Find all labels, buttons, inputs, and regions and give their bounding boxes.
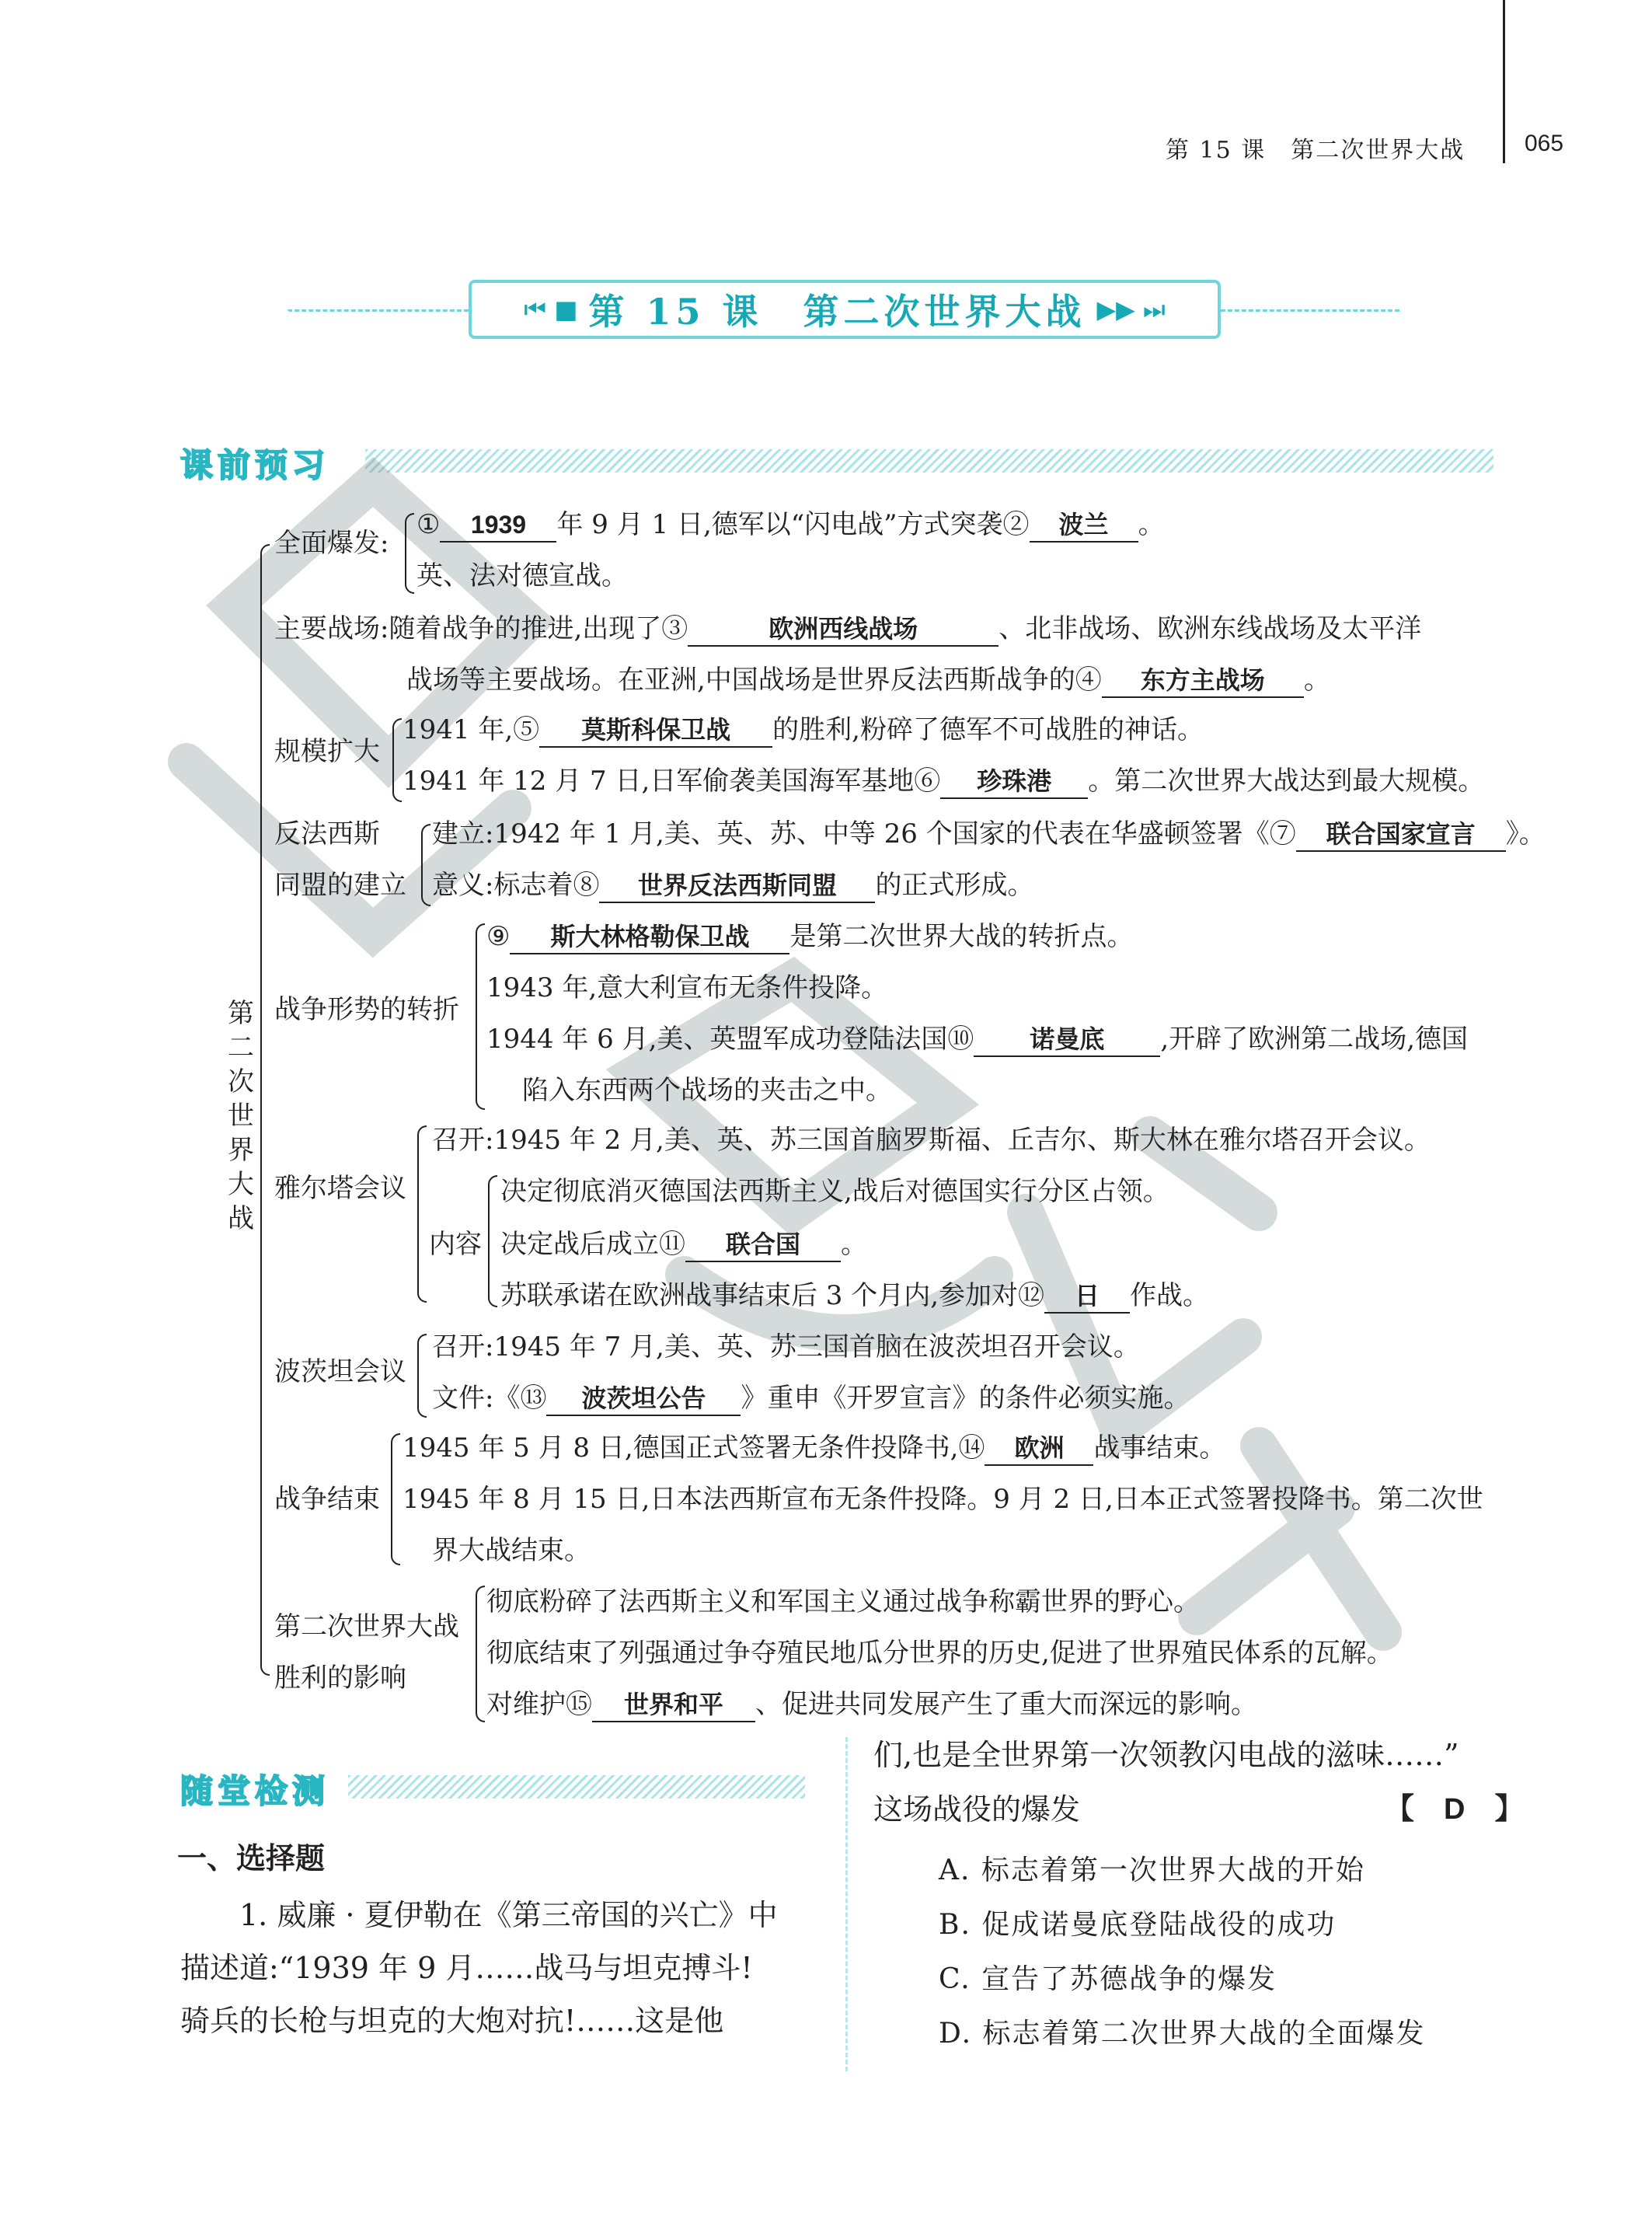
header-rule [1503,0,1505,163]
answer-6[interactable]: 珍珠港 [940,765,1088,799]
rewind-icon: ⏮ ■ [524,294,578,324]
quiz-heading: 一、选择题 [177,1841,326,1875]
turning-line2: 1943 年,意大利宣布无条件投降。 [486,972,888,1003]
q1-line-2: 描述道:“1939 年 9 月……战马与坦克搏斗! [180,1951,753,1985]
answer-14[interactable]: 欧洲 [985,1432,1093,1466]
brace-yalta [417,1125,427,1303]
war-end-line2: 1945 年 8 月 15 日,日本法西斯宣布无条件投降。9 月 2 日,日本正式签署投降书。第二次世 [403,1484,1483,1515]
node-label-expansion: 规模扩大 [274,736,380,767]
section-title-check: 随堂检测 [180,1772,330,1810]
brace-turning-point [476,923,485,1110]
brace-potsdam [417,1334,427,1418]
answer-13[interactable]: 波茨坦公告 [546,1382,741,1416]
battlefields-line2: 战场等主要战场。在亚洲,中国战场是世界反法西斯战争的④ 东方主战场 。 [406,664,1330,698]
answer-4[interactable]: 东方主战场 [1102,664,1304,698]
banner-dash-right [1221,309,1399,312]
impact-line1: 彻底粉碎了法西斯主义和军国主义通过战争称霸世界的野心。 [486,1586,1200,1617]
yalta-content-1: 决定彻底消灭德国法西斯主义,战后对德国实行分区占领。 [500,1176,1169,1207]
question-1-text [180,1889,778,2047]
node-label-alliance-1: 反法西斯 [274,818,380,850]
potsdam-line1: 召开:1945 年 7 月,美、英、苏三国首脑在波茨坦召开会议。 [432,1331,1140,1362]
war-end-line1: 1945 年 5 月 8 日,德国正式签署无条件投降书,⑭ 欧洲 战事结束。 [403,1432,1225,1466]
root-brace [260,544,270,1676]
outbreak-line1: ① 1939 年 9 月 1 日,德军以“闪电战”方式突袭② 波兰 。 [416,508,1165,543]
node-label-battlefields: 主要战场: [274,613,389,644]
node-2: 主要战场:随着战争的推进,出现了③ 欧洲西线战场 、北非战场、欧洲东线战场及太平洋 [274,612,1421,647]
turning-line1: ⑨ 斯大林格勒保卫战 是第二次世界大战的转折点。 [486,920,1133,954]
answer-12[interactable]: 日 [1044,1279,1130,1314]
impact-line2: 彻底结束了列强通过争夺殖民地瓜分世界的历史,促进了世界殖民体系的瓦解。 [486,1638,1393,1669]
yalta-content-3: 苏联承诺在欧洲战事结束后 3 个月内,参加对⑫ 日 作战。 [500,1279,1209,1314]
page-number: 065 [1525,131,1564,156]
expansion-line1: 1941 年,⑤ 莫斯科保卫战 的胜利,粉碎了德军不可战胜的神话。 [403,714,1204,748]
option-a[interactable]: A. 标志着第一次世界大战的开始 [939,1854,1365,1886]
war-end-line3: 界大战结束。 [432,1535,591,1566]
brace-alliance [421,824,430,906]
brace-expansion [392,718,402,802]
alliance-line1: 建立:1942 年 1 月,美、英、苏、中等 26 个国家的代表在华盛顿签署《⑦ 联合国家宣言 》。 [432,818,1546,852]
answer-bracket: 【 D 】 [1385,1793,1525,1826]
answer-8[interactable]: 世界反法西斯同盟 [599,869,875,903]
node-label-impact-2: 胜利的影响 [274,1663,406,1694]
brace-yalta-content [488,1175,497,1307]
answer-5[interactable]: 莫斯科保卫战 [539,714,772,748]
turning-line4: 陷入东西两个战场的夹击之中。 [522,1075,892,1106]
node-label-war-end: 战争结束 [274,1484,380,1515]
brace-outbreak [405,513,414,594]
column-divider [845,1737,848,2071]
section-hatch-preview [365,449,1493,473]
brace-war-end [391,1433,400,1565]
forward-icon: ▶▶ ⏭ [1096,294,1166,324]
expansion-line2: 1941 年 12 月 7 日,日军偷袭美国海军基地⑥ 珍珠港 。第二次世界大战达到最大规模。 [403,765,1484,799]
section-title-preview: 课前预习 [180,446,330,484]
answer-10[interactable]: 诺曼底 [974,1023,1160,1057]
answer-11[interactable]: 联合国 [685,1228,841,1262]
lesson-title: 第 15 课 第二次世界大战 [588,291,1086,333]
section-hatch-check [348,1775,805,1799]
answer-15[interactable]: 世界和平 [592,1688,755,1722]
impact-line3: 对维护⑮ 世界和平 、促进共同发展产生了重大而深远的影响。 [486,1688,1257,1722]
node-label-turning-point: 战争形势的转折 [274,994,459,1025]
option-c[interactable]: C. 宣告了苏德战争的爆发 [939,1963,1277,1995]
answer-7[interactable]: 联合国家宣言 [1296,818,1506,852]
node-label-outbreak: 全面爆发: [274,528,389,559]
running-header-title: 第 15 课 第二次世界大战 [1166,137,1466,164]
outbreak-line2: 英、法对德宣战。 [416,560,628,591]
root-label: 第二次世界大战 [228,998,254,1234]
brace-impact [476,1586,485,1722]
option-b[interactable]: B. 促成诺曼底登陆战役的成功 [939,1909,1337,1941]
answer-9[interactable]: 斯大林格勒保卫战 [510,920,789,954]
banner-dash-left [288,309,469,312]
node-label-impact-1: 第二次世界大战 [274,1611,459,1642]
yalta-content-label: 内容 [429,1229,482,1260]
option-d[interactable]: D. 标志着第二次世界大战的全面爆发 [939,2018,1426,2050]
node-label-potsdam: 波茨坦会议 [274,1356,406,1387]
q1-continued-2: 这场战役的爆发 [873,1792,1081,1827]
answer-3[interactable]: 欧洲西线战场 [688,612,999,647]
node-label-yalta: 雅尔塔会议 [274,1173,406,1204]
potsdam-line2: 文件:《⑬ 波茨坦公告 》重申《开罗宣言》的条件必须实施。 [432,1382,1190,1416]
answer-2[interactable]: 波兰 [1030,508,1138,543]
q1-line-1: 1. 威廉 · 夏伊勒在《第三帝国的兴亡》中 [239,1898,778,1932]
lesson-banner [469,280,1221,339]
q1-line-3: 骑兵的长枪与坦克的大炮对抗!……这是他 [180,2004,724,2038]
q1-continued-1: 们,也是全世界第一次领教闪电战的滋味……” [873,1738,1459,1772]
alliance-line2: 意义:标志着⑧ 世界反法西斯同盟 的正式形成。 [432,869,1033,903]
yalta-line1: 召开:1945 年 2 月,美、英、苏三国首脑罗斯福、丘吉尔、斯大林在雅尔塔召开会议。 [432,1125,1431,1156]
turning-line3: 1944 年 6 月,美、英盟军成功登陆法国⑩ 诺曼底 ,开辟了欧洲第二战场,德国 [486,1023,1468,1057]
node-label-alliance-2: 同盟的建立 [274,870,406,901]
answer-1[interactable]: 1939 [440,508,556,543]
yalta-content-2: 决定战后成立⑪ 联合国 。 [500,1228,867,1262]
